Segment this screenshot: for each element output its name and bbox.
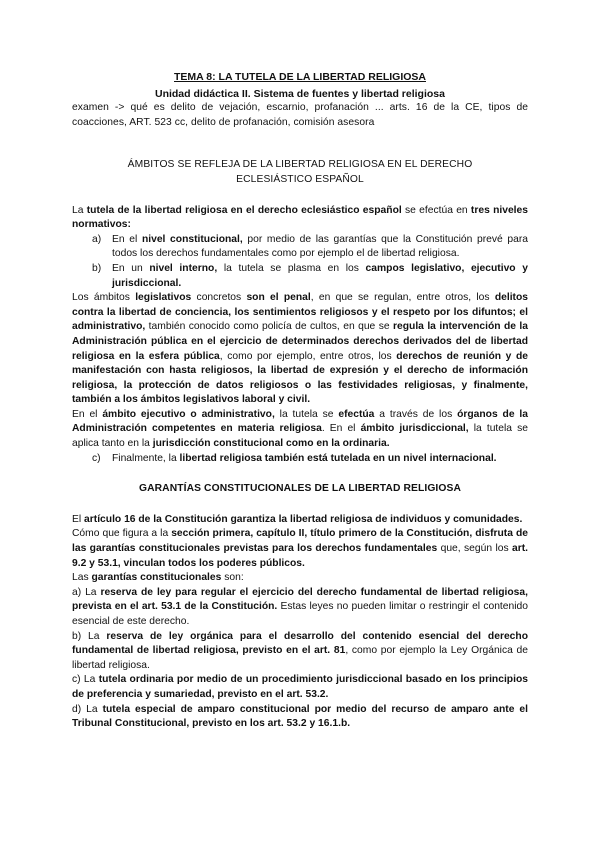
exam-notes: examen -> qué es delito de vejación, escarnio, profanación ... arts. 16 de la CE, tipos de coacciones, ART. 523 cc, delito de profanación, comisión asesora <box>72 102 528 128</box>
document-title: TEMA 8: LA TUTELA DE LA LIBERTAD RELIGIOSA <box>174 71 426 83</box>
section-heading-garantias: GARANTÍAS CONSTITUCIONALES DE LA LIBERTAD RELIGIOSA <box>138 483 461 495</box>
paragraph-garantias-intro: Las garantías constitucionales son: <box>72 572 244 584</box>
list-item-internal: b) En un nivel interno, la tutela se plasma en los campos legislativo, ejecutivo y jurisdiccional. <box>92 262 528 289</box>
guarantee-item-b: b) La reserva de ley orgánica para el desarrollo del contenido esencial del derecho fundamental de libertad religiosa, previsto en el art. 81, como por ejemplo la Ley Orgánica de libertad religiosa. <box>72 630 528 671</box>
levels-list <box>72 233 528 291</box>
guarantee-item-a: a) La reserva de ley para regular el ejercicio del derecho fundamental de libertad religiosa, prevista en el art. 53.1 de la Constitución. Estas leyes no pueden limitar o restringir el contenido esencial de este derecho. <box>72 586 528 627</box>
section-heading-ambitos: ÁMBITOS SE REFLEJA DE LA LIBERTAD RELIGIOSA EN EL DERECHO ECLESIÁSTICO ESPAÑOL <box>127 159 473 185</box>
paragraph-executive: En el ámbito ejecutivo o administrativo, la tutela se efectúa a través de los órganos de la Administración competentes en materia religiosa. En el ámbito jurisdiccional, la tutela se aplica tanto en la jurisdicción constitucional como en la ordinaria. <box>72 408 529 450</box>
levels-list-continued <box>72 452 528 467</box>
paragraph-intro: La tutela de la libertad religiosa en el derecho eclesiástico español se efectúa en tres niveles normativos: <box>72 204 528 231</box>
list-item-international: c) Finalmente, la libertad religiosa también está tutelada en un nivel internacional. <box>92 452 497 464</box>
list-item-constitutional: a) En el nivel constitucional, por medio de las garantías que la Constitución prevé para todos los derechos fundamentales como por ejemplo el de libertad religiosa. <box>92 233 528 260</box>
document-subtitle: Unidad didáctica II. Sistema de fuentes y libertad religiosa <box>154 87 445 100</box>
guarantee-item-d: d) La tutela especial de amparo constitucional por medio del recurso de amparo ante el Tribunal Constitucional, previsto en los art. 53.2 y 16.1.b. <box>72 703 528 730</box>
paragraph-article-16: El artículo 16 de la Constitución garantiza la libertad religiosa de individuos y comunidades. <box>72 513 523 525</box>
paragraph-section-primera: Cómo que figura a la sección primera, capítulo II, título primero de la Constitución, disfruta de las garantías constitucionales previstas para los derechos fundamentales que, según los art. 9.2 y 53.1, vinculan todos los poderes públicos. <box>72 528 529 569</box>
guarantee-item-c: c) La tutela ordinaria por medio de un procedimiento jurisdiccional basado en los principios de preferencia y sumariedad, previsto en el art. 53.2. <box>72 674 528 700</box>
paragraph-legislative: Los ámbitos legislativos concretos son el penal, en que se regulan, entre otros, los delitos contra la libertad de conciencia, los sentimientos religiosos y el respeto por los difuntos; el administrativo, también conocido como policía de cultos, en que se regula la intervención de la Administración pública en el ejercicio de determinados derechos derivados del de libertad religiosa en la esfera pública, como por ejemplo, entre otros, los derechos de reunión y de manifestación con hasta religiosos, la libertad de expresión y el derecho de información religiosa, la protección de datos religiosos o las festividades religiosas, y finalmente, también a los ámbitos legislativos laboral y civil. <box>72 292 529 406</box>
